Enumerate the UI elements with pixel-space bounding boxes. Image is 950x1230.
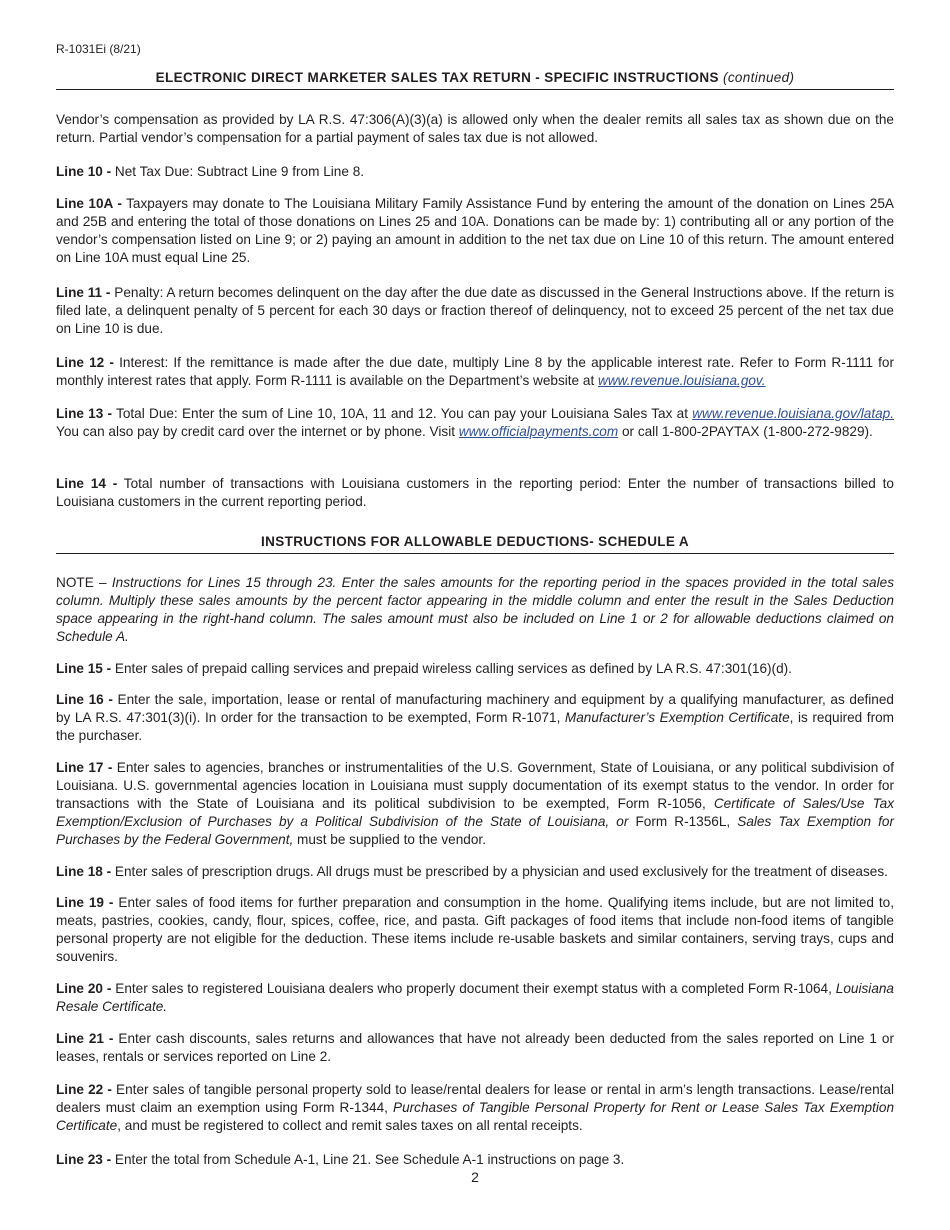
heading-suffix: (continued) bbox=[722, 70, 795, 85]
officialpayments-link[interactable]: www.officialpayments.com bbox=[458, 424, 619, 439]
line-12-paragraph: Line 12 - Interest: If the remittance is made after the due date, multiply Line 8 by the applicable interest rate. Refer to Form R-1111 for monthly interest rates that apply. Form R-1111 is available on the Department’s website at www.revenue.louisiana.gov. bbox=[56, 355, 894, 388]
line-22-paragraph: Line 22 - Enter sales of tangible personal property sold to lease/rental dealers for lease or rental in arm’s length transactions. Lease/rental dealers must claim an exemption using Form R-1344, Purchases of Tangible Personal Property for Rent or Lease Sales Tax Exemption Certificate, and must be registered to collect and remit sales taxes on all rental receipts. bbox=[56, 1082, 894, 1133]
line-label: Line 21 - bbox=[56, 1031, 114, 1046]
section-heading-specific-instructions bbox=[56, 70, 894, 90]
line-label: Line 15 - bbox=[56, 661, 112, 676]
page-number: 2 bbox=[471, 1169, 479, 1185]
line-label: Line 10A - bbox=[56, 196, 122, 211]
line-label: Line 14 - bbox=[56, 476, 118, 491]
line-18-paragraph: Line 18 - Enter sales of prescription drugs. All drugs must be prescribed by a physician and used exclusively for the treatment of diseases. bbox=[56, 864, 888, 879]
line-label: Line 10 - bbox=[56, 164, 112, 179]
note-label: NOTE – bbox=[56, 575, 112, 590]
line-label: Line 20 - bbox=[56, 981, 112, 996]
section-heading-schedule-a: INSTRUCTIONS FOR ALLOWABLE DEDUCTIONS- SCHEDULE A bbox=[56, 534, 894, 554]
line-label: Line 23 - bbox=[56, 1152, 112, 1167]
line-23-paragraph: Line 23 - Enter the total from Schedule A-1, Line 21. See Schedule A-1 instructions on page 3. bbox=[56, 1152, 625, 1167]
line-label: Line 19 - bbox=[56, 895, 114, 910]
form-id: R-1031Ei (8/21) bbox=[56, 42, 141, 56]
vendor-compensation-paragraph: Vendor’s compensation as provided by LA R.S. 47:306(A)(3)(a) is allowed only when the dealer remits all sales tax as shown due on the return. Partial vendor’s compensation for a partial payment of sales tax due is not allowed. bbox=[56, 112, 894, 145]
line-21-paragraph: Line 21 - Enter cash discounts, sales returns and allowances that have not already been deducted from the sales reported on Line 1 or leases, rentals or services reported on Line 2. bbox=[56, 1031, 894, 1064]
line-label: Line 17 - bbox=[56, 760, 113, 775]
revenue-website-link[interactable]: www.revenue.louisiana.gov. bbox=[598, 373, 766, 388]
line-13-paragraph: Line 13 - Total Due: Enter the sum of Line 10, 10A, 11 and 12. You can pay your Louisiana Sales Tax at www.revenue.louisiana.gov/latap. You can also pay by credit card over the internet or by phone. Visit www.officialpayments.com or call 1-800-2PAYTAX (1-800-272-9829). bbox=[56, 406, 894, 439]
line-20-paragraph: Line 20 - Enter sales to registered Louisiana dealers who properly document their exempt status with a completed Form R-1064, Louisiana Resale Certificate. bbox=[56, 981, 894, 1014]
line-label: Line 13 - bbox=[56, 406, 113, 421]
line-label: Line 12 - bbox=[56, 355, 114, 370]
line-15-paragraph: Line 15 - Enter sales of prepaid calling services and prepaid wireless calling services as defined by LA R.S. 47:301(16)(d). bbox=[56, 661, 792, 676]
line-label: Line 18 - bbox=[56, 864, 112, 879]
latap-link[interactable]: www.revenue.louisiana.gov/latap. bbox=[692, 406, 894, 421]
line-14-paragraph: Line 14 - Total number of transactions with Louisiana customers in the reporting period: Enter the number of transactions billed to Louisiana customers in the current reporting period. bbox=[56, 476, 894, 509]
line-label: Line 16 - bbox=[56, 692, 113, 707]
line-19-paragraph: Line 19 - Enter sales of food items for further preparation and consumption in the home. Qualifying items include, but are not limited to, meats, pastries, cookies, candy, flour, spices, coffee, rice, and pasta. Gift packages of food items that include non-food items of tangible personal property are not eligible for the deduction. These items include re-usable baskets and similar containers, serving trays, cups and souvenirs. bbox=[56, 895, 894, 964]
line-label: Line 11 - bbox=[56, 285, 111, 300]
line-17-paragraph: Line 17 - Enter sales to agencies, branches or instrumentalities of the U.S. Government, State of Louisiana, or any political subdivision of Louisiana. U.S. governmental agencies location in Louisiana must supply documentation of its exempt status to the vendor. In order for transactions with the State of Louisiana and its political subdivision to be exempted, Form R-1056, Certificate of Sales/Use Tax Exemption/Exclusion of Purchases by a Political Subdivision of the State of Louisiana, or Form R-1356L, Sales Tax Exemption for Purchases by the Federal Government, must be supplied to the vendor. bbox=[56, 760, 895, 847]
line-label: Line 22 - bbox=[56, 1082, 112, 1097]
heading-title: ELECTRONIC DIRECT MARKETER SALES TAX RETURN - SPECIFIC INSTRUCTIONS bbox=[155, 70, 719, 85]
line-11-paragraph: Line 11 - Penalty: A return becomes delinquent on the day after the due date as discussed in the General Instructions above. If the return is filed late, a delinquent penalty of 5 percent for each 30 days or fraction thereof of delinquency, not to exceed 25 percent of the net tax due on Line 10 is due. bbox=[56, 285, 894, 336]
line-16-paragraph: Line 16 - Enter the sale, importation, lease or rental of manufacturing machinery and equipment by a qualifying manufacturer, as defined by LA R.S. 47:301(3)(i). In order for the transaction to be exempted, Form R-1071, Manufacturer’s Exemption Certificate, is required from the purchaser. bbox=[56, 692, 894, 743]
note-paragraph: NOTE – Instructions for Lines 15 through 23. Enter the sales amounts for the reporting period in the spaces provided in the total sales column. Multiply these sales amounts by the percent factor appearing in the middle column and enter the result in the Sales Deduction space appearing in the right-hand column. The sales amount must also be included on Line 1 or 2 for allowable deductions claimed on Schedule A. bbox=[56, 575, 894, 644]
line-10-paragraph: Line 10 - Net Tax Due: Subtract Line 9 from Line 8. bbox=[56, 164, 365, 179]
line-10a-paragraph: Line 10A - Taxpayers may donate to The Louisiana Military Family Assistance Fund by entering the amount of the donation on Lines 25A and 25B and entering the total of those donations on Lines 25 and 10A. Donations can be made by: 1) contributing all or any portion of the vendor’s compensation listed on Line 9; or 2) paying an amount in addition to the net tax due on Line 10 of this return. The amount entered on Line 10A must equal Line 25. bbox=[56, 196, 894, 265]
